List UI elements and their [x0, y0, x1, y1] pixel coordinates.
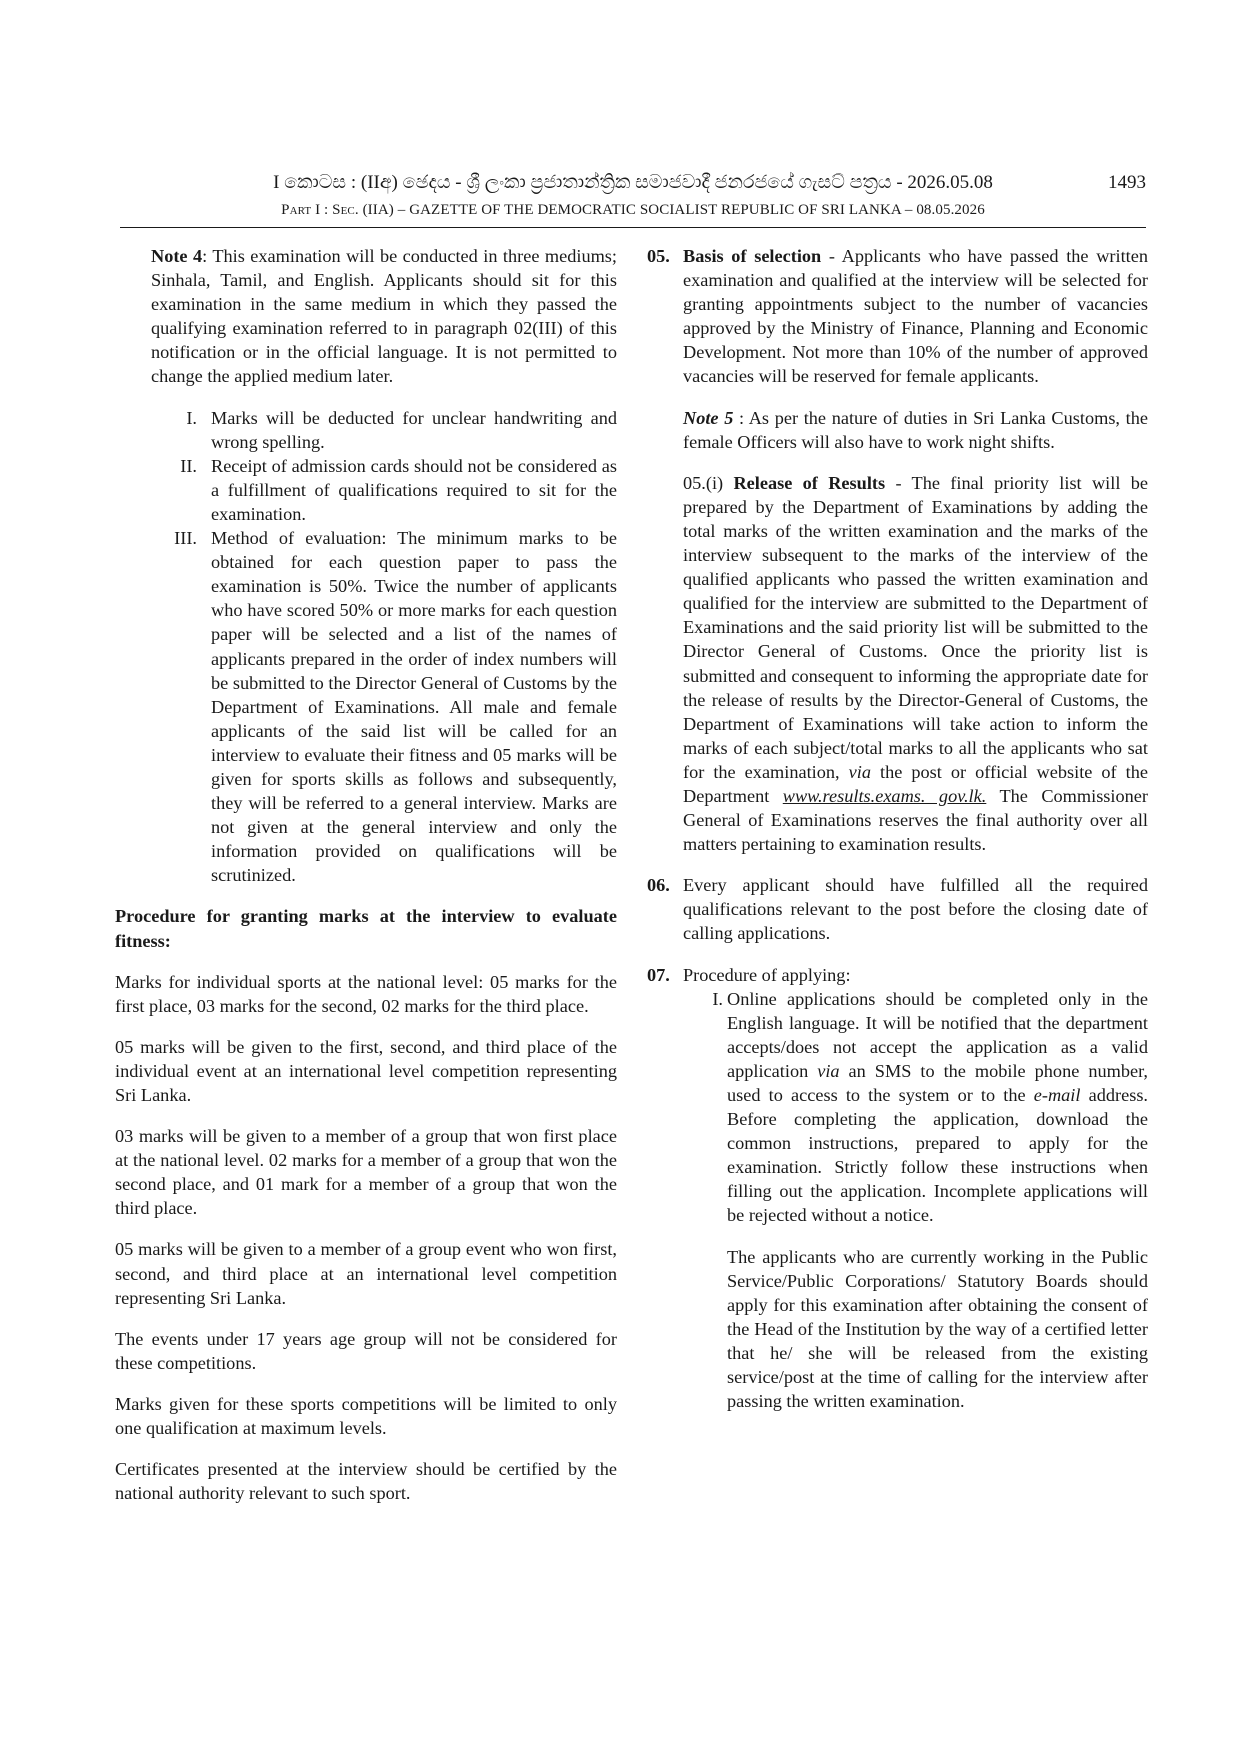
list-item-text: Method of evaluation: The minimum marks to be obtained for each question paper to pass the examination is 50%. Twice the number of applicants who have scored 50% or more marks for each question paper will be selected and a list of the names of applicants prepared in the order of index numbers will be submitted to the Director General of Customs by the Department of Examinations. All male and female applicants of the said list will be called for an interview to evaluate their fitness and 05 marks will be given for sports skills as follows and subsequently, they will be referred to a general interview. Marks are not given at the general interview and only the information provided on qualifications will be scrutinized. — [211, 528, 617, 886]
header-sec: : Sec. — [324, 202, 359, 218]
sports-paragraph: 05 marks will be given to the first, second, and third place of the individual event at an international level competition representing Sri Lanka. — [115, 1036, 617, 1105]
note-4-text: : This examination will be conducted in three mediums; Sinhala, Tamil, and English. Applicants should sit for this examination in the same medium in which they passed the qualifying examination referred to in paragraph 02(III) of this notification or in the official language. It is not permitted to change the applied medium later. — [151, 246, 617, 387]
section-05-i — [683, 471, 1148, 857]
header-sinhala-title: I කොටස : (IIඅ) ඡෙදය - ශ්‍රී ලංකා ප්‍රජාතාන්ත්‍රික සමාජවාදී ජනරජයේ ගැසට් පත්‍රය - 2026.05.08 — [273, 172, 993, 193]
section-05-i-text: The Commissioner General of Examinations reserves the final authority over all matters pertaining to examination results. — [683, 785, 1148, 855]
procedure-heading: Procedure for granting marks at the interview to evaluate fitness: — [115, 906, 617, 951]
section-body — [683, 244, 1148, 389]
via-word: via — [817, 1060, 840, 1081]
list-item-number: I. — [186, 407, 197, 428]
sports-paragraph: Marks given for these sports competitions will be limited to only one qualification at maximum levels. — [115, 1393, 617, 1439]
note-4 — [151, 244, 617, 389]
sports-paragraph: 05 marks will be given to a member of a group event who won first, second, and third place at an international level competition representing Sri Lanka. — [115, 1239, 617, 1308]
email-word: e-mail — [1033, 1085, 1081, 1105]
header-part: Part I — [281, 202, 321, 218]
section-number: 07. — [647, 964, 670, 985]
page-header — [120, 172, 1146, 230]
list-item-text-part: address. Before completing the application, download the common instructions, prepared to apply for the examination. Strictly follow these instructions when filling out the application. Incomplete applications will be rejected without a notice. — [727, 1085, 1149, 1226]
note-4-label: Note 4 — [151, 246, 203, 266]
sports-paragraph: The events under 17 years age group will not be considered for these competitions. — [115, 1328, 617, 1373]
header-english-rest: (IIA) – GAZETTE OF THE DEMOCRATIC SOCIALIST REPUBLIC OF SRI LANKA – 08.05.2026 — [362, 202, 985, 218]
page-number: 1493 — [1108, 172, 1146, 193]
applying-item — [683, 987, 1148, 1228]
section-05 — [647, 244, 1148, 389]
list-item-number: II. — [180, 455, 197, 476]
list-item-text-part: Online applications should be completed only in the English language. It will be notified that the department accepts/does not accept the application as a valid application — [727, 988, 1148, 1081]
sports-paragraph: Marks for individual sports at the national level: 05 marks for the first place, 03 marks for the second, 02 marks for the third place. — [115, 971, 617, 1016]
section-05-i-text: the post or official website of the Department — [683, 761, 1148, 806]
section-05-label: Basis of selection — [683, 246, 822, 266]
section-05-i-via: via — [848, 761, 871, 782]
evaluation-list — [115, 406, 617, 888]
applying-paragraph: The applicants who are currently working in the Public Service/Public Corporations/ Statutory Boards should apply for this examination after obtaining the consent of the Head of the Institution by the way of a certified letter that he/ she will be released from the existing service/post at the time of calling for the interview after passing the written examination. — [727, 1246, 1148, 1412]
section-05-text: - Applicants who have passed the written examination and qualified at the interview will be selected for granting appointments subject to the number of vacancies approved by the Ministry of Finance, Planning and Economic Development. Not more than 10% of the number of approved vacancies will be reserved for female applicants. — [683, 246, 1148, 387]
list-item-text-part: an SMS to the mobile phone number, used to access to the system or to the — [727, 1060, 1148, 1105]
list-item-text: Receipt of admission cards should not be considered as a fulfillment of qualifications required to sit for the examination. — [211, 455, 617, 524]
note-5 — [683, 406, 1148, 454]
section-number: 06. — [647, 875, 670, 896]
sports-paragraph: Certificates presented at the interview should be certified by the national authority relevant to such sport. — [115, 1459, 617, 1504]
header-divider — [120, 227, 1146, 228]
section-07 — [647, 963, 1148, 987]
list-item-text — [727, 987, 1148, 1228]
section-05-i-label: Release of Results — [733, 472, 886, 493]
list-item — [115, 454, 617, 526]
section-06 — [647, 873, 1148, 945]
list-item-number: I. — [712, 988, 723, 1009]
list-item — [115, 406, 617, 454]
header-english-title — [120, 201, 1146, 219]
left-column — [115, 244, 617, 1505]
note-5-label: Note 5 — [683, 407, 734, 428]
results-website-link[interactable]: www.results.exams. gov.lk. — [782, 785, 987, 806]
section-body: Procedure of applying: — [683, 964, 851, 985]
section-number: 05. — [647, 246, 670, 266]
section-05-i-prefix: 05.(i) — [683, 472, 734, 493]
list-item — [115, 526, 617, 887]
note-5-text: : As per the nature of duties in Sri Lanka Customs, the female Officers will also have to work night shifts. — [683, 407, 1148, 452]
sports-paragraph: 03 marks will be given to a member of a group that won first place at the national level. 02 marks for a member of a group that won the second place, and 01 mark for a member of a group that won the third place. — [115, 1126, 617, 1219]
right-column — [647, 244, 1148, 1413]
list-item-text: Marks will be deducted for unclear handwriting and wrong spelling. — [211, 407, 617, 452]
section-body: Every applicant should have fulfilled all the required qualifications relevant to the post before the closing date of calling applications. — [683, 875, 1148, 944]
list-item-number: III. — [174, 528, 197, 549]
section-05-i-text: - The final priority list will be prepared by the Department of Examinations by adding the total marks of the written examination and the marks of the interview subsequent to the marks of the interview of the qualified applicants who passed the written examination and qualified for the interview are submitted to the Department of Examinations and the said priority list will be submitted to the Director General of Customs. Once the priority list is submitted and consequent to informing the appropriate date for the release of results by the Director-General of Customs, the Department of Examinations will take action to inform the marks of each subject/total marks to all the applicants who sat for the examination, — [683, 472, 1148, 782]
